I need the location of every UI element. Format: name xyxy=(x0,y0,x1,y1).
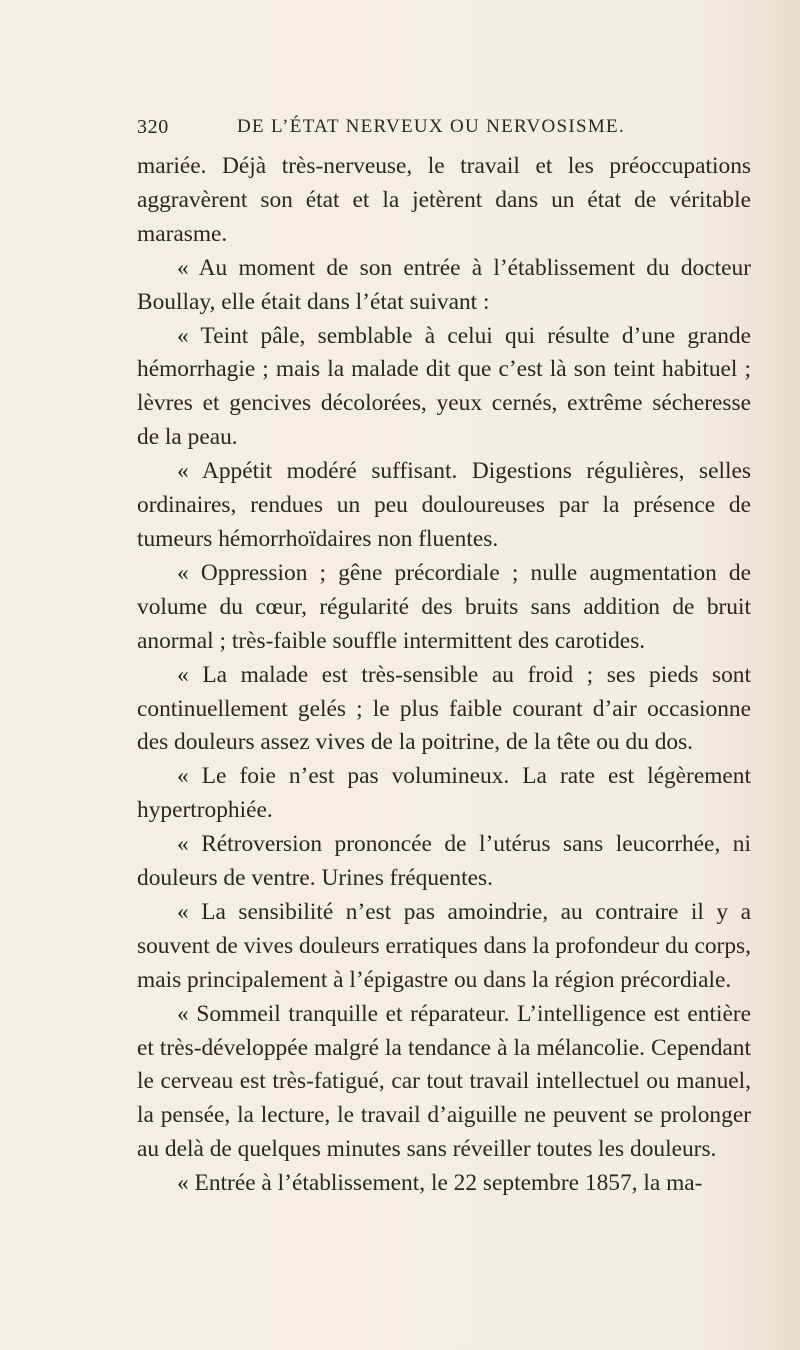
paragraph: « Oppression ; gêne précordiale ; nulle augmentation de volume du cœur, régularité des bruits sans addition de bruit anormal ; très-faible souffle intermittent des carotides. xyxy=(137,559,751,654)
paragraph: « Au moment de son entrée à l’établissement du docteur Boullay, elle était dans l’état suivant : xyxy=(137,254,751,315)
paragraph: « La sensibilité n’est pas amoindrie, au contraire il y a souvent de vives douleurs erratiques dans la profondeur du corps, mais principalement à l’épigastre ou dans la région précordiale. xyxy=(137,898,751,993)
paragraph: « Rétroversion prononcée de l’utérus sans leucorrhée, ni douleurs de ventre. Urines fréquentes. xyxy=(137,831,751,892)
paragraph: « Teint pâle, semblable à celui qui résulte d’une grande hémorrhagie ; mais la malade dit que c’est là son teint habituel ; lèvres et gencives décolorées, yeux cernés, extrême sécheresse de la peau. xyxy=(137,322,751,451)
paragraph: « La malade est très-sensible au froid ; ses pieds sont continuellement gelés ; le plus faible courant d’air occasionne des douleurs assez vives de la poitrine, de la tête ou du dos. xyxy=(137,661,751,756)
body-text xyxy=(137,150,751,1201)
paragraph-last: « Entrée à l’établissement, le 22 septembre 1857, la ma- xyxy=(177,1170,703,1197)
page-number: 320 xyxy=(137,116,169,138)
paragraph-continuation: mariée. Déjà très-nerveuse, le travail et les préoccupations aggravèrent son état et la jetèrent dans un état de véritable marasme. xyxy=(137,153,751,247)
paragraph: « Appétit modéré suffisant. Digestions régulières, selles ordinaires, rendues un peu douloureuses par la présence de tumeurs hémorrhoïdaires non fluentes. xyxy=(137,458,751,552)
running-title: DE L’ÉTAT NERVEUX OU NERVOSISME. xyxy=(237,116,626,137)
paragraph: « Le foie n’est pas volumineux. La rate est légèrement hypertrophiée. xyxy=(137,763,751,824)
paragraph: « Sommeil tranquille et réparateur. L’intelligence est entière et très-développée malgré la tendance à la mélancolie. Cependant le cerveau est très-fatigué, car tout travail intellectuel ou manuel, la pensée, la lecture, le travail d’aiguille ne peuvent se prolonger au delà de quelques minutes sans réveiller toutes les douleurs. xyxy=(137,1000,751,1163)
